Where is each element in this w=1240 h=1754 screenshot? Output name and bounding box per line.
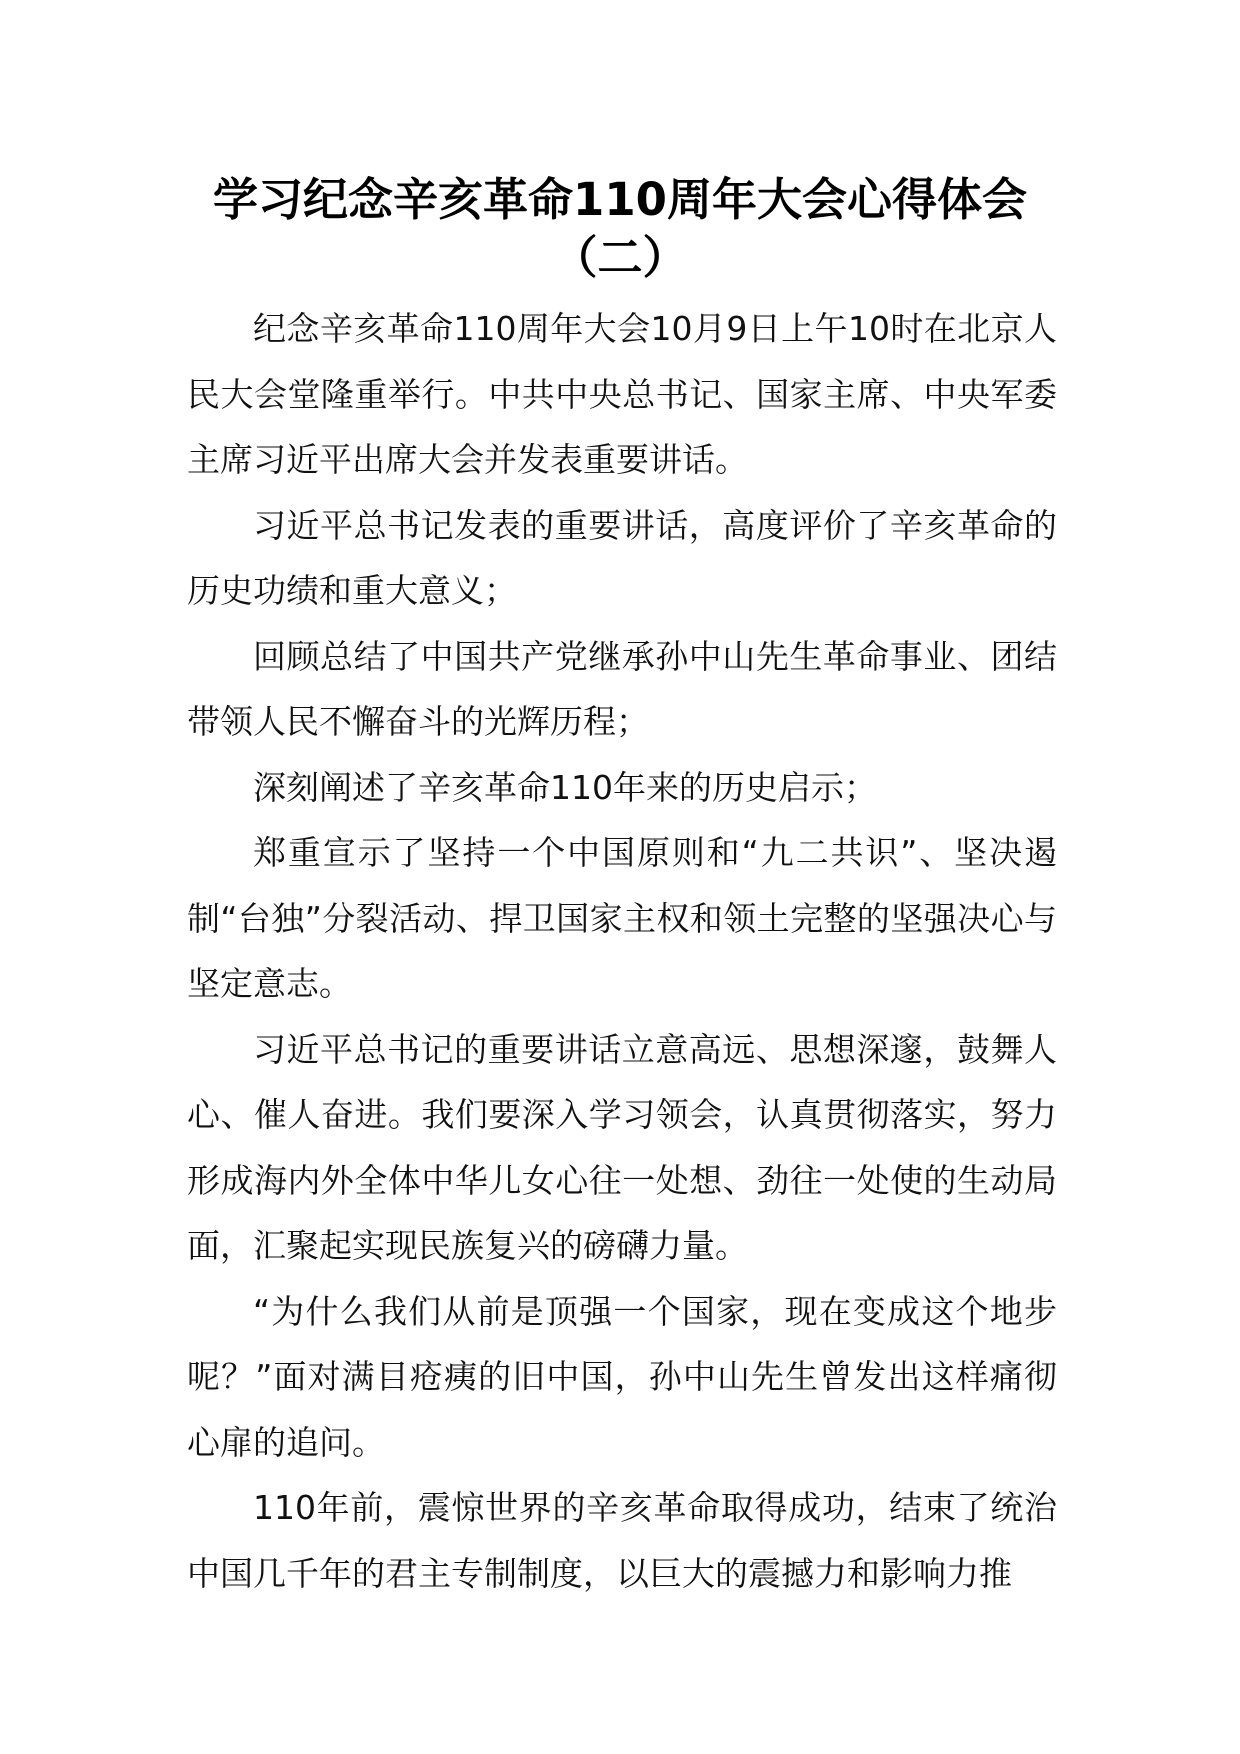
paragraph-7: “为什么我们从前是顶强一个国家，现在变成这个地步呢？”面对满目疮痍的旧中国，孙中山先生曾发出这样痛彻心扉的追问。 bbox=[187, 1291, 1057, 1462]
paragraph-3: 回顾总结了中国共产党继承孙中山先生革命事业、团结带领人民不懈奋斗的光辉历程； bbox=[187, 636, 1057, 741]
paragraph-1: 纪念辛亥革命110周年大会10月9日上午10时在北京人民大会堂隆重举行。中共中央总书记、国家主席、中央军委主席习近平出席大会并发表重要讲话。 bbox=[187, 309, 1057, 479]
document-body bbox=[187, 296, 1057, 1606]
paragraph-6: 习近平总书记的重要讲话立意高远、思想深邃，鼓舞人心、催人奋进。我们要深入学习领会，认真贯彻落实，努力形成海内外全体中华儿女心往一处想、劲往一处使的生动局面，汇聚起实现民族复兴的磅礴力量。 bbox=[187, 1029, 1057, 1265]
paragraph-8: 110年前，震惊世界的辛亥革命取得成功，结束了统治中国几千年的君主专制制度，以巨大的震撼力和影响力推 bbox=[187, 1488, 1057, 1593]
paragraph-4: 深刻阐述了辛亥革命110年来的历史启示； bbox=[253, 767, 877, 807]
paragraph-5: 郑重宣示了坚持一个中国原则和“九二共识”、坚决遏制“台独”分裂活动、捍卫国家主权和领土完整的坚强决心与坚定意志。 bbox=[187, 833, 1057, 1003]
paragraph-2: 习近平总书记发表的重要讲话，高度评价了辛亥革命的历史功绩和重大意义； bbox=[187, 505, 1057, 610]
document-title: 学习纪念辛亥革命110周年大会心得体会 bbox=[213, 173, 1027, 226]
document-title-subtitle: （二） bbox=[552, 231, 688, 284]
